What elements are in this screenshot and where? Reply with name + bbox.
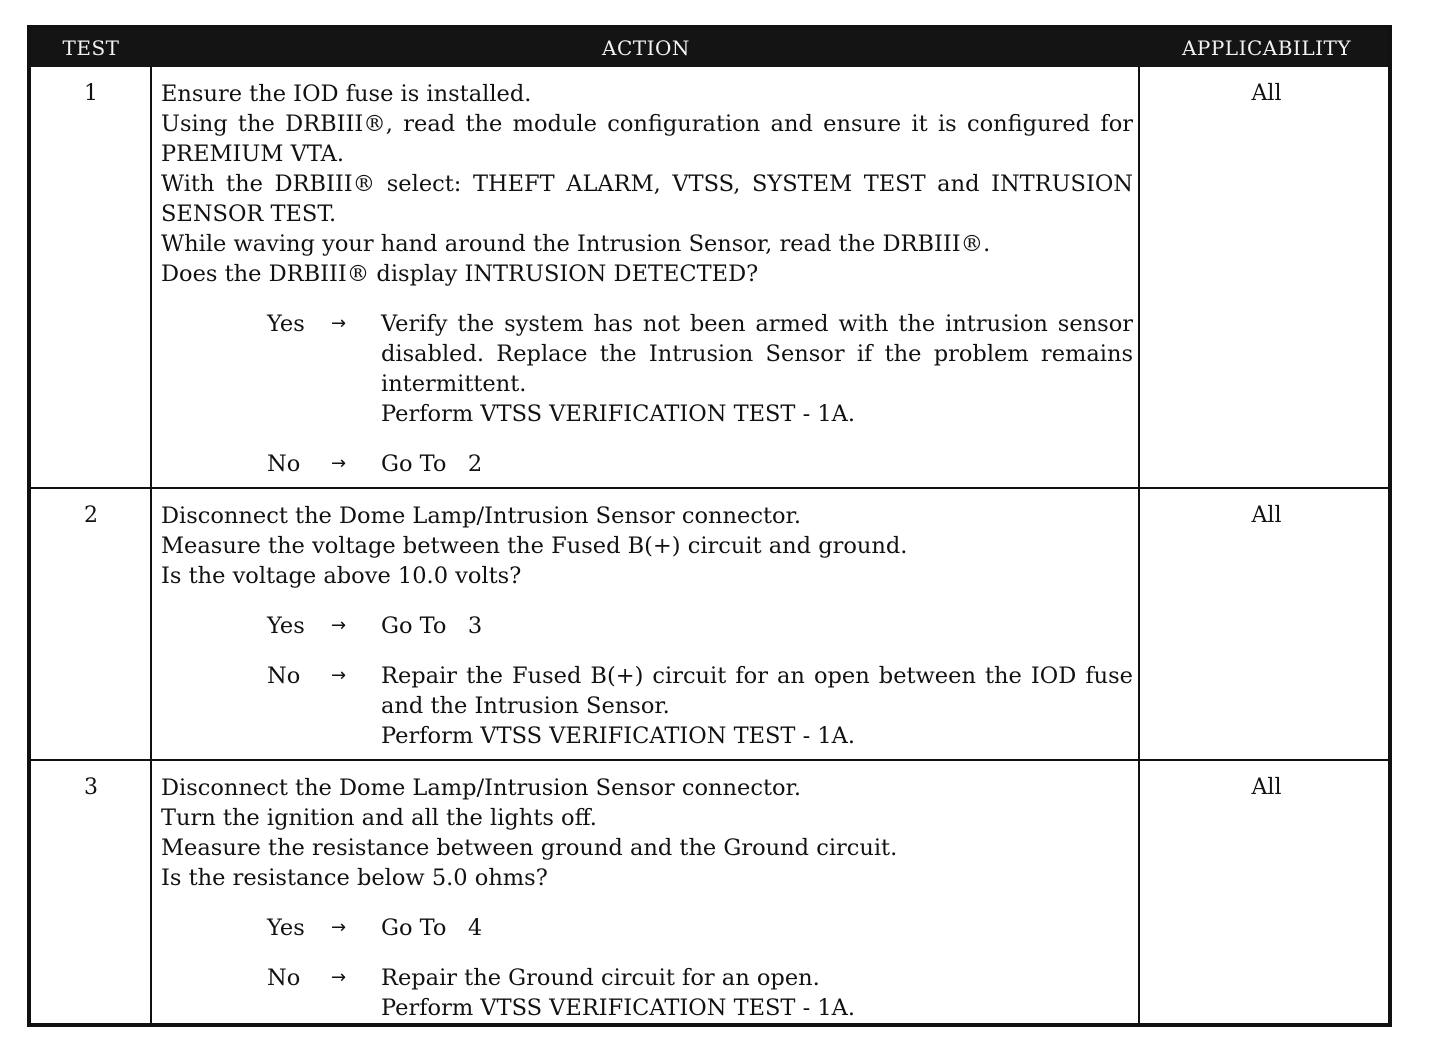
no-result	[381, 661, 1133, 751]
applicability-value: All	[1251, 503, 1282, 528]
header-test: TEST	[62, 36, 120, 60]
yes-label: Yes	[267, 915, 305, 941]
column-divider	[1138, 489, 1140, 759]
result-line: Repair the Fused B(+) circuit for an open between the IOD fuse and the Intrusion Sensor.	[381, 663, 1133, 719]
action-line: With the DRBIII® select: THEFT ALARM, VTSS, SYSTEM TEST and INTRUSION SENSOR TEST.	[161, 171, 1133, 227]
test-number: 2	[84, 503, 98, 528]
diagnostic-test-table	[27, 25, 1392, 1027]
applicability-value: All	[1251, 775, 1282, 800]
result-line: Perform VTSS VERIFICATION TEST - 1A.	[381, 723, 856, 749]
right-arrow-icon: →	[331, 665, 347, 686]
right-arrow-icon: →	[331, 453, 347, 474]
no-result	[381, 449, 1133, 479]
column-divider	[150, 761, 152, 1023]
yes-label: Yes	[267, 311, 305, 337]
action-line: Does the DRBIII® display INTRUSION DETECTED?	[161, 261, 759, 287]
table-row	[31, 489, 1388, 761]
test-number: 3	[84, 775, 98, 800]
result-line: Go To 4	[381, 915, 483, 941]
test-number: 1	[84, 81, 98, 106]
right-arrow-icon: →	[331, 917, 347, 938]
action-cell	[161, 79, 1133, 479]
column-divider	[150, 67, 152, 487]
action-line: While waving your hand around the Intrusion Sensor, read the DRBIII®.	[161, 231, 991, 257]
no-label: No	[267, 663, 301, 689]
header-applicability: APPLICABILITY	[1181, 36, 1352, 60]
right-arrow-icon: →	[331, 615, 347, 636]
action-line: Using the DRBIII®, read the module configuration and ensure it is configured for PREMIUM VTA.	[161, 111, 1133, 167]
table-row	[31, 761, 1388, 1023]
no-label: No	[267, 451, 301, 477]
table-header	[31, 29, 1388, 67]
action-line: Ensure the IOD fuse is installed.	[161, 81, 532, 107]
yes-branch	[161, 611, 1133, 641]
column-divider	[1138, 761, 1140, 1023]
result-line: Go To 3	[381, 613, 483, 639]
action-cell	[161, 773, 1133, 1023]
action-line: Is the voltage above 10.0 volts?	[161, 563, 522, 589]
result-line: Perform VTSS VERIFICATION TEST - 1A.	[381, 995, 856, 1021]
yes-result	[381, 611, 1133, 641]
action-cell	[161, 501, 1133, 751]
action-line: Is the resistance below 5.0 ohms?	[161, 865, 548, 891]
result-line: Perform VTSS VERIFICATION TEST - 1A.	[381, 401, 856, 427]
no-branch	[161, 661, 1133, 751]
no-result	[381, 963, 1133, 1023]
action-line: Measure the voltage between the Fused B(+) circuit and ground.	[161, 533, 908, 559]
right-arrow-icon: →	[331, 967, 347, 988]
column-divider	[1138, 67, 1140, 487]
table-row	[31, 67, 1388, 489]
no-branch	[161, 963, 1133, 1023]
result-line: Repair the Ground circuit for an open.	[381, 965, 820, 991]
result-line: Go To 2	[381, 451, 483, 477]
no-label: No	[267, 965, 301, 991]
action-line: Measure the resistance between ground and the Ground circuit.	[161, 835, 898, 861]
yes-branch	[161, 913, 1133, 943]
action-line: Disconnect the Dome Lamp/Intrusion Sensor connector.	[161, 503, 801, 529]
yes-label: Yes	[267, 613, 305, 639]
right-arrow-icon: →	[331, 313, 347, 334]
yes-result	[381, 309, 1133, 429]
yes-branch	[161, 309, 1133, 429]
no-branch	[161, 449, 1133, 479]
action-line: Turn the ignition and all the lights off.	[161, 805, 597, 831]
applicability-value: All	[1251, 81, 1282, 106]
column-divider	[150, 489, 152, 759]
header-action: ACTION	[602, 36, 690, 60]
yes-result	[381, 913, 1133, 943]
action-line: Disconnect the Dome Lamp/Intrusion Sensor connector.	[161, 775, 801, 801]
result-line: Verify the system has not been armed with the intrusion sensor disabled. Replace the Intrusion Sensor if the problem remains intermittent.	[381, 311, 1133, 397]
